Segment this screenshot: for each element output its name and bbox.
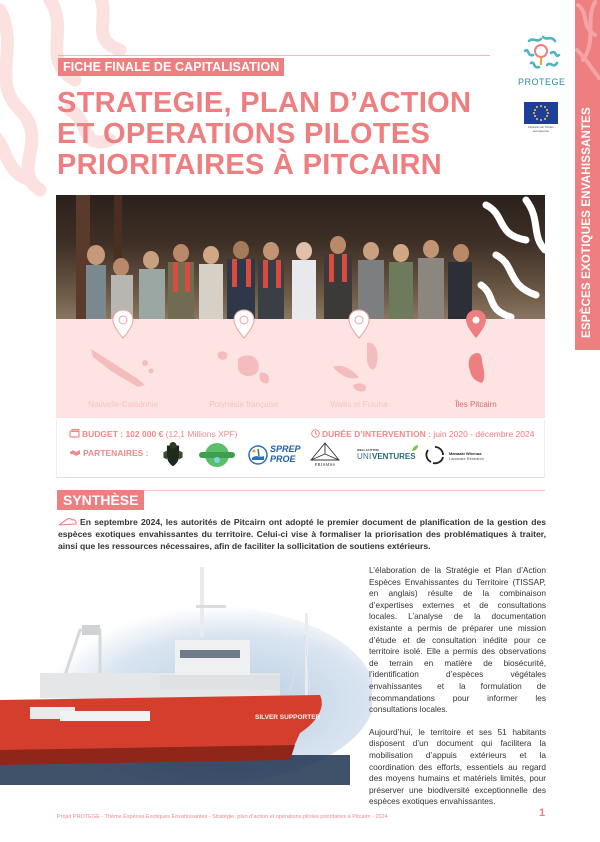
protege-logo [518,33,564,91]
leaf-icon [411,444,419,452]
map-pin-active-icon [465,309,487,339]
budget-info [69,429,237,439]
page-footer: Projet PROTEGE - Thème Espèces Exotiques Envahissantes - Stratégie, plan d’action et opérations pilotes prioritaires à Pitcairn - 2024 [57,814,388,820]
manaaki-whenua-circle-icon [425,445,445,465]
map-pin-icon [233,309,255,339]
manaaki-whenua-text: Manaaki Whenua [449,451,482,456]
theme-label: ESPÈCES EXOTIQUES ENVAHISSANTES [581,107,593,338]
map-pin-icon [348,309,370,339]
partner-logo-univentures [357,442,417,468]
partner-logo-sprep [248,442,301,468]
header-divider [58,55,490,56]
body-paragraph: L’élaboration de la Stratégie et Plan d’Action Espèces Envahissantes du Territoire (TISSAP, en anglais) résulte de la combinaison d’expertises externes et de consultations locales. L’analyse de la documentation existante a permis de préparer une mission d’étude et de consultation inédite pour ce territoire isolé. Elle a permis des observations de terrain en matière de biosécurité, l’identification d’espèces végétales envahissantes et la formulation de recommandations pour informer les consultations locales. [369,565,546,715]
budget-eur: BUDGET : 102 000 € [82,429,164,439]
univentures-text-ventures: VENTURES [372,452,416,461]
budget-xpf: (12,1 Millions XPF) [165,429,238,439]
money-icon [69,429,80,438]
lead-text: En septembre 2024, les autorités de Pitcairn ont adopté le premier document de planification de la gestion des espèces exotiques envahissantes du territoire. Celui-ci vise à formaliser la priorisation des problématiques à traiter, ainsi que les ressources nécessaires, afin de faciliter la sollicitation de soutiens extérieurs. [58,517,546,551]
territory-iles-pitcairn [416,319,536,418]
territories-map-panel [56,319,545,418]
nouvelle-caledonie-map-shape [83,341,163,391]
synthese-heading: SYNTHÈSE [57,490,144,510]
partners-info [69,448,149,458]
territory-nouvelle-caledonie [63,319,183,418]
prismss-triangle-icon [310,442,340,462]
partner-logo-manaaki-whenua [425,442,505,468]
territory-name: Polynésie française [209,400,279,409]
theme-side-band [575,0,600,350]
cloud-icon [58,517,78,526]
protege-wordmark: PROTEGE [518,77,566,87]
wallis-futuna-map-shape [319,341,399,396]
synthese-lead-paragraph [58,516,546,552]
protege-coral-icon [521,33,561,71]
protege-tagline [518,87,564,91]
project-info-box [56,420,545,478]
group-photo [56,195,545,319]
ship-photo [0,555,372,795]
synthese-body [369,565,546,808]
territory-name: Nouvelle-Calédonie [88,400,158,409]
partner-logo-prismss [307,442,343,468]
title-line: ET OPERATIONS PILOTES [57,118,431,150]
partners-label: PARTENAIRES : [83,448,149,458]
eu-caption: Financé par l'Union européenne [528,125,554,133]
ship-name-label: SILVER SUPPORTER [255,714,321,721]
partner-logo-pitcairn-crest [160,442,186,468]
map-pin-icon [112,309,134,339]
prismss-text: PRISMSS [314,462,336,467]
landcare-research-text: Landcare Research [449,456,484,461]
univentures-small-text: WELL HUTTON [357,448,379,452]
duration-value: juin 2020 - décembre 2024 [433,429,535,439]
handshake-icon [69,449,81,457]
partner-logo-green-badge [197,442,237,468]
coral-pattern-decoration [575,0,600,80]
territory-name: Wallis et Futuna [330,400,388,409]
univentures-text-uni: UNI [357,452,372,461]
eu-flag-icon [524,102,558,124]
territory-polynesie-francaise [184,319,304,418]
body-paragraph: Aujourd’hui, le territoire et ses 51 habitants disposent d’un document qui facilitera la mobilisation d’appuis extérieurs et la coordination des efforts, essentiels au regard des moyens humains et matériels limités, pour préserver une biodiversité exceptionnelle des espèces exotiques envahissantes. [369,726,546,807]
duration-info [311,429,534,439]
page-title [57,88,471,181]
duration-label: DURÉE D’INTERVENTION : [322,429,431,439]
territory-name: Îles Pitcairn [455,400,497,409]
sprep-text: SPREP [270,444,301,454]
page-number: 1 [539,807,546,819]
polynesie-map-shape [204,341,284,391]
territory-wallis-futuna [299,319,419,418]
sprep-emblem-icon [248,444,268,466]
proe-text: PROE [270,454,296,464]
document-kicker: FICHE FINALE DE CAPITALISATION [58,58,284,76]
clock-icon [311,429,320,438]
title-line: STRATEGIE, PLAN D’ACTION [57,87,472,119]
eu-logo [524,102,558,133]
pitcairn-map-shape [456,341,496,391]
title-line: PRIORITAIRES À PITCAIRN [57,149,442,181]
